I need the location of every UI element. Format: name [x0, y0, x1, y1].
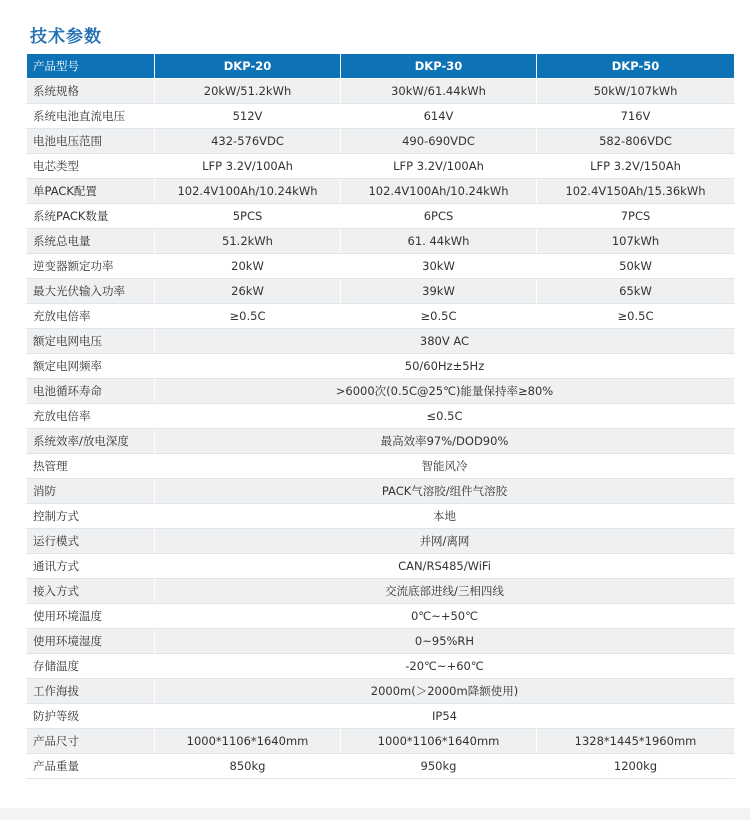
cell-value: 6PCS [341, 204, 537, 229]
cell-value: LFP 3.2V/150Ah [537, 154, 735, 179]
cell-value-shared: 0℃~+50℃ [155, 604, 735, 629]
header-model: DKP-30 [341, 54, 537, 79]
row-label: 热管理 [27, 454, 155, 479]
table-row [27, 404, 735, 429]
cell-value-shared: 并网/离网 [155, 529, 735, 554]
page-title: 技术参数 [30, 27, 102, 47]
table-row [27, 629, 735, 654]
cell-value: 50kW [537, 254, 735, 279]
table-row [27, 429, 735, 454]
row-label: 最大光伏输入功率 [27, 279, 155, 304]
header-model: DKP-50 [537, 54, 735, 79]
cell-value: 20kW [155, 254, 341, 279]
table-row [27, 179, 735, 204]
cell-value: 7PCS [537, 204, 735, 229]
row-label: 运行模式 [27, 529, 155, 554]
cell-value: 26kW [155, 279, 341, 304]
cell-value-shared: 2000m(＞2000m降额使用) [155, 679, 735, 704]
table-row [27, 454, 735, 479]
cell-value-shared: PACK气溶胶/组件气溶胶 [155, 479, 735, 504]
cell-value: 50kW/107kWh [537, 79, 735, 104]
table-row [27, 529, 735, 554]
cell-value: 102.4V100Ah/10.24kWh [341, 179, 537, 204]
row-label: 消防 [27, 479, 155, 504]
cell-value-shared: 最高效率97%/DOD90% [155, 429, 735, 454]
row-label: 防护等级 [27, 704, 155, 729]
table-row [27, 104, 735, 129]
row-label: 单PACK配置 [27, 179, 155, 204]
cell-value-shared: 0~95%RH [155, 629, 735, 654]
cell-value: LFP 3.2V/100Ah [155, 154, 341, 179]
cell-value: 30kW [341, 254, 537, 279]
table-row [27, 154, 735, 179]
cell-value-shared: IP54 [155, 704, 735, 729]
cell-value: 107kWh [537, 229, 735, 254]
row-label: 充放电倍率 [27, 404, 155, 429]
row-label: 系统总电量 [27, 229, 155, 254]
table-row [27, 204, 735, 229]
table-row [27, 704, 735, 729]
spec-table-body [27, 79, 735, 779]
row-label: 逆变器额定功率 [27, 254, 155, 279]
table-row [27, 579, 735, 604]
cell-value-shared: -20℃~+60℃ [155, 654, 735, 679]
cell-value: 20kW/51.2kWh [155, 79, 341, 104]
cell-value: ≥0.5C [155, 304, 341, 329]
row-label: 系统PACK数量 [27, 204, 155, 229]
cell-value-shared: >6000次(0.5C@25℃)能量保持率≥80% [155, 379, 735, 404]
table-row [27, 479, 735, 504]
cell-value: 1000*1106*1640mm [341, 729, 537, 754]
header-label: 产品型号 [27, 54, 155, 79]
cell-value-shared: 智能风冷 [155, 454, 735, 479]
cell-value: 490-690VDC [341, 129, 537, 154]
row-label: 通讯方式 [27, 554, 155, 579]
row-label: 使用环境湿度 [27, 629, 155, 654]
table-row [27, 504, 735, 529]
row-label: 额定电网频率 [27, 354, 155, 379]
table-row [27, 379, 735, 404]
cell-value-shared: ≤0.5C [155, 404, 735, 429]
table-row [27, 679, 735, 704]
table-row [27, 279, 735, 304]
row-label: 控制方式 [27, 504, 155, 529]
row-label: 电芯类型 [27, 154, 155, 179]
row-label: 电池循环寿命 [27, 379, 155, 404]
cell-value: 51.2kWh [155, 229, 341, 254]
row-label: 电池电压范围 [27, 129, 155, 154]
table-row [27, 129, 735, 154]
table-row [27, 229, 735, 254]
row-label: 存储温度 [27, 654, 155, 679]
row-label: 额定电网电压 [27, 329, 155, 354]
table-row [27, 304, 735, 329]
table-header-row [27, 54, 735, 79]
table-row [27, 554, 735, 579]
cell-value: 5PCS [155, 204, 341, 229]
footer-band [0, 808, 750, 820]
row-label: 充放电倍率 [27, 304, 155, 329]
table-row [27, 79, 735, 104]
cell-value: 1000*1106*1640mm [155, 729, 341, 754]
row-label: 工作海拔 [27, 679, 155, 704]
table-row [27, 354, 735, 379]
cell-value: 850kg [155, 754, 341, 779]
cell-value: 716V [537, 104, 735, 129]
cell-value: 30kW/61.44kWh [341, 79, 537, 104]
row-label: 产品尺寸 [27, 729, 155, 754]
cell-value: LFP 3.2V/100Ah [341, 154, 537, 179]
row-label: 使用环境温度 [27, 604, 155, 629]
cell-value: 614V [341, 104, 537, 129]
cell-value: 61. 44kWh [341, 229, 537, 254]
cell-value: ≥0.5C [341, 304, 537, 329]
table-row [27, 729, 735, 754]
cell-value-shared: 交流底部进线/三相四线 [155, 579, 735, 604]
row-label: 系统效率/放电深度 [27, 429, 155, 454]
cell-value-shared: 380V AC [155, 329, 735, 354]
cell-value: 65kW [537, 279, 735, 304]
cell-value: 950kg [341, 754, 537, 779]
spec-table [26, 53, 735, 779]
table-row [27, 329, 735, 354]
table-row [27, 654, 735, 679]
cell-value: 1200kg [537, 754, 735, 779]
cell-value: 432-576VDC [155, 129, 341, 154]
row-label: 接入方式 [27, 579, 155, 604]
cell-value: 1328*1445*1960mm [537, 729, 735, 754]
cell-value-shared: CAN/RS485/WiFi [155, 554, 735, 579]
table-row [27, 754, 735, 779]
row-label: 系统电池直流电压 [27, 104, 155, 129]
table-row [27, 254, 735, 279]
table-row [27, 604, 735, 629]
cell-value: 102.4V150Ah/15.36kWh [537, 179, 735, 204]
cell-value: 102.4V100Ah/10.24kWh [155, 179, 341, 204]
row-label: 产品重量 [27, 754, 155, 779]
header-model: DKP-20 [155, 54, 341, 79]
cell-value-shared: 本地 [155, 504, 735, 529]
cell-value: 512V [155, 104, 341, 129]
cell-value: 582-806VDC [537, 129, 735, 154]
cell-value: 39kW [341, 279, 537, 304]
row-label: 系统规格 [27, 79, 155, 104]
cell-value: ≥0.5C [537, 304, 735, 329]
cell-value-shared: 50/60Hz±5Hz [155, 354, 735, 379]
